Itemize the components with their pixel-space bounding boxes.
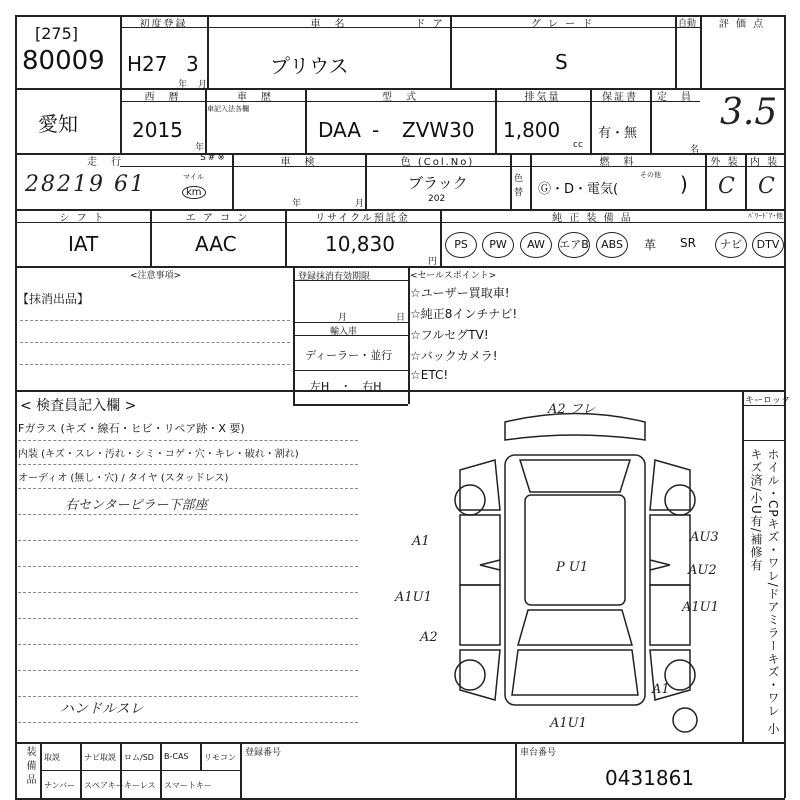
mark-a1u1-left: A1U1 (395, 590, 432, 605)
score-header: 評 価 点 (718, 19, 766, 30)
first-reg-month-unit: 月 (198, 80, 208, 90)
chassis-number-label: 車台番号 (520, 748, 557, 758)
model-dash: - (372, 118, 380, 142)
accessory-item: ナビ取説 (84, 753, 116, 762)
lot-bracket: [275] (35, 24, 79, 43)
accessories-label: 装備品 (24, 746, 35, 788)
displacement-header: 排気量 (524, 92, 561, 103)
option-1: PW (482, 232, 514, 258)
accessory-item: リモコン (204, 753, 236, 762)
recycle-header: リサイクル預託金 (315, 213, 410, 224)
sales-header: <セールスポイント> (410, 271, 497, 281)
mark-au2: AU2 (688, 563, 717, 578)
option-5: 革 (644, 238, 657, 252)
year-unit: 年 (195, 143, 205, 153)
model-prefix: DAA (318, 118, 361, 142)
car-name-header: 車 名 (310, 19, 347, 30)
color-name: ブラック (408, 174, 468, 192)
mark-hood: P U1 (556, 560, 589, 575)
western-year-header: 西 暦 (144, 92, 181, 103)
model-code: ZVW30 (402, 118, 475, 142)
first-reg-month: 3 (186, 52, 199, 76)
chassis-header: 車 歴 (237, 92, 273, 103)
mileage-unit-top: マイル (183, 173, 204, 181)
color-header: 色 (Col.No) (400, 157, 475, 168)
inspector-header: < 検査員記入欄 > (20, 398, 137, 414)
accessory-item: 取説 (44, 753, 60, 762)
displacement-value: 1,800 (503, 118, 561, 142)
capacity-header: 定 員 (657, 92, 693, 103)
keylock-header: キーロック (745, 396, 790, 406)
inspection-year: 年 (292, 199, 302, 209)
mark-a1-left: A1 (412, 534, 430, 549)
option-3: エアB (558, 232, 590, 258)
interior-header: 内 装 (749, 157, 780, 168)
options-header: 純 正 装 備 品 (552, 213, 633, 224)
fuel-close: ) (680, 172, 688, 196)
displacement-unit: cc (573, 140, 583, 150)
shift-header: シ フ ト (59, 213, 106, 224)
shift-col-header: S#※ (200, 153, 227, 163)
grade: S (555, 50, 568, 74)
option-6: SR (680, 236, 696, 250)
option-8: DTV (752, 232, 784, 258)
inspector-line-1: Fガラス (キズ・線石・ヒビ・リペア跡・X 要) (18, 422, 245, 435)
exterior-header: 外 装 (710, 157, 740, 168)
fuel-other: その他 (640, 171, 661, 179)
color-change-label: 色 替 (514, 174, 524, 198)
first-reg-year-unit: 年 (178, 80, 188, 90)
capacity-unit: 名 (690, 145, 700, 155)
first-reg-era: H27 (127, 52, 168, 76)
color-code: 202 (428, 194, 446, 204)
mileage-value: 28219 61 (25, 172, 146, 197)
mark-a1u1-right: A1U1 (682, 600, 719, 615)
recycle-unit: 円 (428, 257, 438, 267)
accessory-item: キーレス (124, 781, 156, 790)
recycle-value: 10,830 (325, 232, 395, 256)
mark-au3: AU3 (690, 530, 719, 545)
inspector-line-2: 内装 (キズ・スレ・汚れ・シミ・コゲ・穴・キレ・破れ・割れ) (18, 449, 299, 460)
shift-value: IAT (68, 232, 99, 256)
mileage-unit-km: km (182, 186, 206, 199)
inspector-line-3: オーディオ (無し・穴) / タイヤ (スタッドレス) (18, 473, 229, 484)
sales-point: ☆純正8インチナビ! (410, 307, 518, 321)
mark-a1u1-bottom: A1U1 (550, 716, 587, 731)
location: 愛知 (38, 112, 78, 136)
import-label: 輸入車 (330, 327, 358, 337)
inspection-header: 車 検 (280, 157, 317, 168)
accessory-item: スマートキー (164, 781, 212, 790)
reg-number-label: 登録番号 (245, 748, 282, 758)
handle: 左H ・ 右H (310, 380, 382, 393)
car-name: プリウス (270, 54, 349, 78)
mark-a1-right: A1 (652, 682, 670, 697)
chassis-note: 車記入法各欄 (207, 105, 249, 113)
options-extra-header: ﾊﾟﾜｰﾄﾞｱ･他 (748, 212, 783, 220)
score-value: 3.5 (720, 92, 778, 133)
first-reg-header: 初度登録 (139, 19, 188, 30)
right-vertical-note: ホイル・CPキズ・ワレ/ドアミラーキズ・ワレ 小キズ済/小U有/補修有 (749, 448, 780, 736)
inspection-month: 月 (355, 199, 365, 209)
import-dealer: ディーラー・並行 (305, 349, 393, 362)
accessory-item: B-CAS (164, 752, 189, 761)
auto-header: 自動 (678, 19, 697, 29)
exterior-grade: C (718, 174, 735, 199)
sales-point: ☆ユーザー買取車! (410, 286, 510, 300)
reg-expiry-month: 月 (338, 313, 348, 323)
option-2: AW (520, 232, 552, 258)
lot-number: 80009 (22, 46, 105, 76)
grade-header: グ レ ー ド (530, 19, 595, 30)
interior-grade: C (758, 174, 775, 199)
door-header: ド ア (415, 19, 445, 30)
warranty: 有・無 (598, 126, 638, 141)
sales-point: ☆バックカメラ! (410, 349, 498, 363)
accessory-item: ロム/SD (124, 753, 154, 762)
mark-a2-left: A2 (420, 630, 438, 645)
model-year: 2015 (132, 118, 183, 142)
sales-point: ☆フルセグTV! (410, 328, 489, 342)
aircon-value: AAC (195, 232, 237, 256)
aircon-header: エ ア コ ン (185, 213, 250, 224)
accessory-item: スペアキー (84, 781, 124, 790)
chassis-number: 0431861 (605, 766, 695, 790)
reg-expiry-day: 日 (396, 313, 406, 323)
option-0: PS (445, 232, 477, 258)
handle-note: ハンドルスレ (60, 701, 144, 717)
mileage-header: 走 行 (87, 157, 123, 168)
notes-item: 【抹消出品】 (17, 292, 90, 306)
notes-header: <注意事項> (130, 271, 182, 281)
reg-expiry-header: 登録抹消有効期限 (298, 272, 371, 282)
interior-note: 右センターピラー下部座 (65, 498, 208, 513)
model-header: 型 式 (382, 92, 418, 103)
sales-point: ☆ETC! (410, 368, 449, 382)
accessory-item: ナンバー (44, 781, 76, 790)
option-4: ABS (596, 232, 628, 258)
fuel-header: 燃 料 (599, 157, 636, 168)
option-7: ナビ (715, 232, 747, 258)
fuel-options: Ⓖ・D・電気( (538, 182, 619, 197)
mark-roof: A2 フレ (548, 402, 596, 417)
warranty-header: 保証書 (602, 92, 638, 103)
